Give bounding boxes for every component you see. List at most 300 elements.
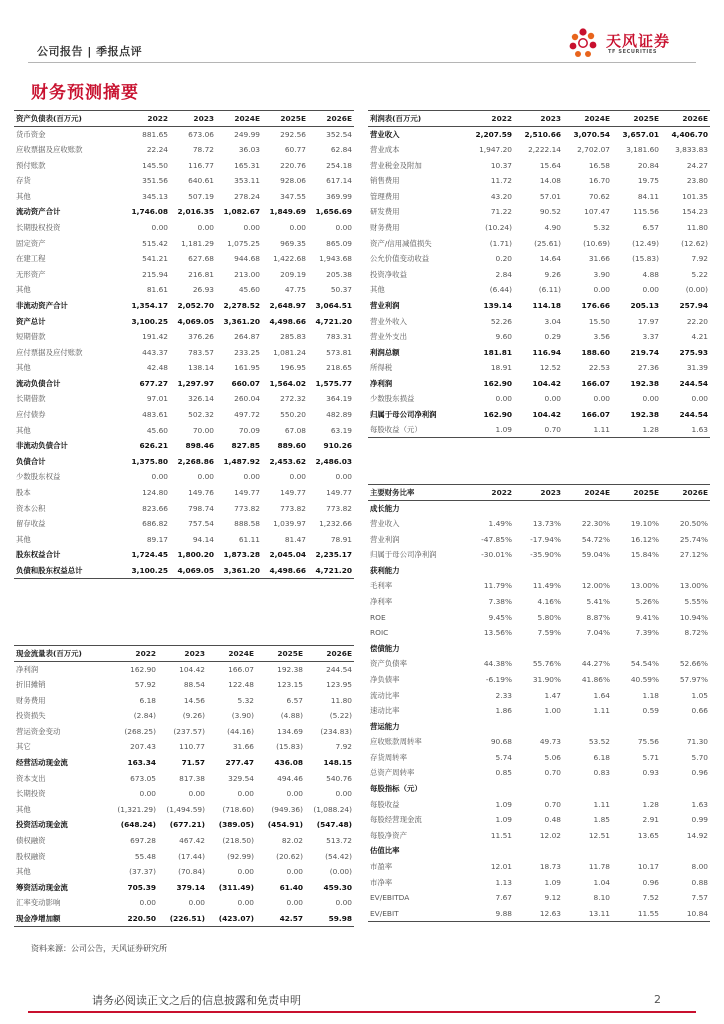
cell-value: (25.61) (534, 238, 561, 248)
cell-value: 0.70 (544, 799, 561, 809)
cell-value: 7.38% (488, 596, 512, 606)
row-label: 筹资活动现金流 (16, 882, 68, 892)
cell-value: 329.54 (228, 773, 254, 783)
cell-value: 57.01 (539, 191, 561, 201)
cell-value: 881.65 (142, 129, 168, 139)
cell-value: 116.77 (188, 160, 214, 170)
cell-value: 5.71 (642, 752, 659, 762)
table-header-row (14, 111, 354, 127)
table-row (14, 817, 354, 833)
table-row (14, 770, 354, 786)
cell-value: 82.02 (281, 835, 303, 845)
cell-value: 205.13 (630, 300, 659, 310)
cell-value: 12.01 (490, 862, 512, 872)
cell-value: (17.44) (178, 851, 205, 861)
cell-value: 7.92 (691, 254, 708, 264)
cell-value: 191.42 (142, 332, 168, 342)
cell-value: 1.63 (691, 799, 708, 809)
row-label: 投资损失 (16, 711, 46, 721)
cell-value: 1.09 (495, 799, 512, 809)
cell-value: 9.88 (465, 906, 514, 922)
year-header: 2023 (514, 111, 563, 127)
row-label: 其他 (370, 285, 385, 295)
table-row (14, 329, 354, 345)
year-header: 2025E (256, 646, 305, 662)
cell-value: 2.91 (642, 815, 659, 825)
cell-value: 0.00 (237, 867, 254, 877)
cell-value: 163.34 (127, 757, 156, 767)
cell-value: 192.38 (630, 378, 659, 388)
cell-value (563, 562, 612, 578)
cell-value: 215.94 (142, 269, 168, 279)
cell-value: 11.72 (490, 176, 512, 186)
row-label: 营业成本 (370, 144, 400, 154)
cell-value: 7.39% (635, 628, 659, 638)
cell-value: 626.21 (139, 441, 168, 451)
cell-value: 216.81 (188, 269, 214, 279)
cell-value: 1.13 (495, 877, 512, 887)
row-label: 归属于母公司净利润 (370, 410, 437, 420)
cell-value: (12.62) (681, 238, 708, 248)
year-header: 2026E (661, 111, 710, 127)
cell-value: 233.25 (234, 347, 260, 357)
table-row (368, 547, 710, 563)
cell-value: 379.14 (176, 882, 205, 892)
section-header-row (368, 640, 710, 656)
cell-value (661, 500, 710, 516)
cell-value: 123.95 (326, 679, 352, 689)
cell-value: 502.32 (188, 410, 214, 420)
cell-value: 773.82 (234, 503, 260, 513)
cell-value: 209.19 (280, 269, 306, 279)
cell-value: 278.24 (234, 191, 260, 201)
cell-value: 2,510.66 (524, 129, 561, 139)
cell-value: 540.76 (326, 773, 352, 783)
table-row (14, 500, 354, 516)
cell-value: 254.18 (326, 160, 352, 170)
cell-value: 1.18 (642, 690, 659, 700)
cell-value: 5.41% (586, 596, 610, 606)
cell-value: 783.31 (326, 332, 352, 342)
cell-value (661, 843, 710, 859)
cell-value: 369.99 (326, 191, 352, 201)
table-row (14, 454, 354, 470)
cell-value: 166.07 (228, 664, 254, 674)
cell-value: 1,232.66 (319, 519, 352, 529)
cell-value: 3,361.20 (223, 316, 260, 326)
year-header: 2026E (305, 646, 354, 662)
table-title: 现金流量表(百万元) (14, 646, 109, 662)
cell-value: (648.24) (120, 820, 156, 830)
table-row (368, 235, 710, 251)
row-label: 流动负债合计 (16, 378, 61, 388)
cell-value: 9.60 (495, 332, 512, 342)
cell-value: 5.32 (237, 695, 254, 705)
table-row (368, 687, 710, 703)
row-label: EV/EBITDA (370, 893, 410, 903)
row-label: 股东权益合计 (16, 550, 61, 560)
table-row (368, 734, 710, 750)
cell-value: 1,487.92 (223, 456, 260, 466)
cell-value: 673.05 (130, 773, 156, 783)
cell-value (514, 843, 563, 859)
cell-value: 2,222.14 (528, 144, 561, 154)
cell-value: 149.76 (188, 488, 214, 498)
cell-value: (311.49) (218, 882, 254, 892)
cell-value: 1,375.80 (131, 456, 168, 466)
cell-value: 865.09 (326, 238, 352, 248)
cell-value: 3,100.25 (131, 316, 168, 326)
cell-value: 101.35 (682, 191, 708, 201)
table-row (14, 313, 354, 329)
balance-sheet-table (14, 110, 354, 579)
cell-value: 162.90 (483, 378, 512, 388)
row-label: 汇率变动影响 (16, 898, 61, 908)
cell-value: 196.95 (280, 363, 306, 373)
row-label: 预付账款 (16, 160, 46, 170)
cell-value: 107.47 (584, 207, 610, 217)
cell-value: 1,082.67 (223, 207, 260, 217)
cell-value: 17.97 (637, 316, 659, 326)
row-label: 少数股东权益 (16, 472, 61, 482)
cell-value: 0.00 (139, 898, 156, 908)
table-row (14, 391, 354, 407)
table-row (14, 422, 354, 438)
cell-value: 11.55 (612, 906, 661, 922)
cell-value: 16.12% (630, 534, 659, 544)
row-label: 负债合计 (16, 456, 46, 466)
cell-value: 27.12% (679, 550, 708, 560)
row-label: 股权融资 (16, 851, 46, 861)
table-row (14, 692, 354, 708)
table-row (14, 204, 354, 220)
cell-value: 376.26 (188, 332, 214, 342)
cell-value: 14.08 (539, 176, 561, 186)
row-label: 每股收益 (370, 799, 400, 809)
row-label: 市盈率 (370, 862, 393, 872)
section-header-row (368, 562, 710, 578)
cell-value: 0.00 (286, 898, 303, 908)
cell-value: 7.04% (586, 628, 610, 638)
cell-value: 0.70 (544, 768, 561, 778)
cash-flow-table (14, 645, 354, 927)
table-row (14, 157, 354, 173)
cell-value: 3.56 (593, 332, 610, 342)
cell-value: (9.26) (182, 711, 205, 721)
cell-value: 41.86% (581, 674, 610, 684)
cell-value: 0.96 (691, 768, 708, 778)
cell-value: 44.38% (483, 659, 512, 669)
cell-value: 110.77 (179, 742, 205, 752)
cell-value: 2,045.04 (269, 550, 306, 560)
cell-value: 264.87 (234, 332, 260, 342)
table-row (368, 204, 710, 220)
cell-value: 0.00 (593, 394, 610, 404)
cell-value: 2,278.52 (223, 300, 260, 310)
cell-value: 660.07 (231, 378, 260, 388)
cell-value: 260.04 (234, 394, 260, 404)
cell-value: 59.04% (581, 550, 610, 560)
cell-value: 0.00 (593, 285, 610, 295)
cell-value (465, 562, 514, 578)
cell-value: 148.15 (323, 757, 352, 767)
table-row (368, 594, 710, 610)
row-label: 每股净资产 (370, 830, 407, 840)
year-header: 2023 (158, 646, 207, 662)
cell-value: 2,235.17 (315, 550, 352, 560)
cell-value: 6.57 (286, 695, 303, 705)
year-header: 2026E (661, 485, 710, 501)
cell-value: 1.11 (563, 422, 612, 438)
row-label: 非流动负债合计 (16, 441, 68, 451)
year-header: 2025E (612, 111, 661, 127)
cell-value: 1,354.17 (131, 300, 168, 310)
row-label: 其他 (16, 867, 31, 877)
year-header: 2022 (465, 111, 514, 127)
cell-value: (10.69) (583, 238, 610, 248)
cell-value: 2,016.35 (177, 207, 214, 217)
cell-value (514, 718, 563, 734)
cell-value: 0.99 (691, 815, 708, 825)
cell-value: 124.80 (142, 488, 168, 498)
cell-value: 138.14 (188, 363, 214, 373)
cell-value: 115.56 (633, 207, 659, 217)
cell-value: 798.74 (188, 503, 214, 513)
year-header: 2022 (465, 485, 514, 501)
row-label: ROIC (370, 628, 389, 638)
row-label: 获利能力 (370, 565, 400, 575)
table-row (14, 786, 354, 802)
row-label: 资产总计 (16, 316, 46, 326)
cell-value: 36.03 (238, 144, 260, 154)
cell-value (465, 500, 514, 516)
row-label: 存货周转率 (370, 752, 407, 762)
cell-value: 244.54 (326, 664, 352, 674)
row-label: 归属于母公司净利润 (370, 550, 437, 560)
section-header-row (368, 500, 710, 516)
table-row (368, 859, 710, 875)
cell-value: 550.20 (280, 410, 306, 420)
cell-value: 145.50 (142, 160, 168, 170)
cell-value: 2,486.03 (315, 456, 352, 466)
table-row (14, 469, 354, 485)
row-label: 营业利润 (370, 300, 400, 310)
cell-value: 78.91 (330, 534, 352, 544)
cell-value: 27.36 (637, 363, 659, 373)
cell-value: 13.11 (563, 906, 612, 922)
table-row (368, 376, 710, 392)
cell-value: 10.17 (637, 862, 659, 872)
cell-value: 705.39 (127, 882, 156, 892)
cell-value: 31.39 (686, 363, 708, 373)
cell-value (465, 640, 514, 656)
table-row (14, 485, 354, 501)
table-row (368, 625, 710, 641)
cell-value: 0.93 (642, 768, 659, 778)
cell-value: 6.18 (593, 752, 610, 762)
cell-value: 0.00 (286, 789, 303, 799)
cell-value: 14.64 (539, 254, 561, 264)
cell-value: 176.66 (581, 300, 610, 310)
cell-value: 910.26 (323, 441, 352, 451)
cell-value: 149.77 (280, 488, 306, 498)
cell-value (465, 718, 514, 734)
table-row (368, 516, 710, 532)
row-label: 其他 (16, 285, 31, 295)
cell-value: 18.73 (539, 862, 561, 872)
cell-value: 52.26 (490, 316, 512, 326)
financial-ratios-table (368, 484, 710, 922)
cell-value: 88.54 (183, 679, 205, 689)
cell-value: 3,100.25 (124, 563, 170, 579)
table-row (14, 126, 354, 142)
cell-value: 0.00 (188, 898, 205, 908)
table-row (14, 376, 354, 392)
cell-value: 45.60 (238, 285, 260, 295)
cell-value: 773.82 (280, 503, 306, 513)
table-row (368, 313, 710, 329)
cell-value: 220.76 (280, 160, 306, 170)
cell-value: 49.73 (539, 737, 561, 747)
row-label: 每股经营现金流 (370, 815, 422, 825)
cell-value: 14.56 (183, 695, 205, 705)
row-label: 股本 (16, 488, 31, 498)
table-row (368, 126, 710, 142)
cell-value: 14.92 (686, 830, 708, 840)
cell-value: 3,070.54 (573, 129, 610, 139)
cell-value: 1,564.02 (269, 378, 306, 388)
table-row (368, 142, 710, 158)
cell-value: 60.77 (284, 144, 306, 154)
cell-value (514, 500, 563, 516)
table-row (368, 656, 710, 672)
cell-value: 352.54 (326, 129, 352, 139)
cell-value: 1,081.24 (273, 347, 306, 357)
cell-value: 0.00 (237, 789, 254, 799)
row-label: 营业税金及附加 (370, 160, 422, 170)
cell-value: 8.00 (691, 862, 708, 872)
table-header-row (368, 111, 710, 127)
cell-value: 0.00 (289, 222, 306, 232)
cell-value: 507.19 (188, 191, 214, 201)
table-row (14, 173, 354, 189)
cell-value: 81.61 (146, 285, 168, 295)
cell-value: 898.46 (185, 441, 214, 451)
cell-value: 1.47 (544, 690, 561, 700)
cell-value: 1,039.97 (273, 519, 306, 529)
table-row (14, 677, 354, 693)
cell-value: 0.66 (691, 706, 708, 716)
cell-value: 5.74 (495, 752, 512, 762)
row-label: 投资活动现金流 (16, 820, 68, 830)
cell-value: 11.80 (686, 222, 708, 232)
cell-value (465, 843, 514, 859)
cell-value: 5.22 (691, 269, 708, 279)
cell-value: 326.14 (188, 394, 214, 404)
year-header: 2024E (207, 646, 256, 662)
cell-value: 10.94% (679, 612, 708, 622)
cell-value: 20.50% (679, 518, 708, 528)
table-row (368, 391, 710, 407)
cell-value: 31.66 (232, 742, 254, 752)
cell-value: 436.08 (274, 757, 303, 767)
cell-value: 47.75 (284, 285, 306, 295)
company-logo (566, 26, 696, 60)
cell-value: 104.42 (532, 378, 561, 388)
table-row (368, 874, 710, 890)
year-header: 2024E (563, 111, 612, 127)
cell-value: (237.57) (173, 726, 205, 736)
cell-value: 122.48 (228, 679, 254, 689)
row-label: 财务费用 (370, 222, 400, 232)
cell-value: 1.09 (465, 422, 514, 438)
disclaimer-text: 请务必阅读正文之后的信息披露和免责申明 (92, 994, 301, 1007)
cell-value: 94.14 (192, 534, 214, 544)
table-row (368, 360, 710, 376)
cell-value: 0.00 (139, 789, 156, 799)
row-label: 长期股权投资 (16, 222, 61, 232)
cell-value: 285.83 (280, 332, 306, 342)
cell-value (514, 781, 563, 797)
cell-value: 1.86 (495, 706, 512, 716)
cell-value: 165.31 (234, 160, 260, 170)
cell-value: 1.63 (661, 422, 710, 438)
cell-value: (37.37) (129, 867, 156, 877)
cell-value (465, 781, 514, 797)
table-header-row (368, 485, 710, 501)
cell-value: 81.47 (284, 534, 306, 544)
cell-value: 219.74 (630, 347, 659, 357)
cell-value: 347.55 (280, 191, 306, 201)
cell-value: 43.20 (490, 191, 512, 201)
cell-value: 515.42 (142, 238, 168, 248)
table-row (14, 547, 354, 563)
cell-value: 0.59 (642, 706, 659, 716)
row-label: 营运能力 (370, 721, 400, 731)
cell-value: 4,498.66 (269, 316, 306, 326)
cell-value: 4.88 (642, 269, 659, 279)
cell-value: 8.72% (684, 628, 708, 638)
cell-value (661, 640, 710, 656)
cell-value: 1.11 (593, 799, 610, 809)
cell-value: 1,746.08 (131, 207, 168, 217)
row-label: 公允价值变动收益 (370, 254, 430, 264)
table-row (14, 188, 354, 204)
table-row (14, 407, 354, 423)
cell-value: (5.22) (329, 711, 352, 721)
cell-value: (389.05) (218, 820, 254, 830)
cell-value: 22.24 (146, 144, 168, 154)
cell-value: 213.00 (234, 269, 260, 279)
cell-value: 71.30 (686, 737, 708, 747)
cell-value: 12.52 (539, 363, 561, 373)
row-label: 非流动资产合计 (16, 300, 68, 310)
table-row (368, 266, 710, 282)
cell-value: 573.81 (326, 347, 352, 357)
cell-value: 364.19 (326, 394, 352, 404)
cell-value: 1,849.69 (269, 207, 306, 217)
cell-value: 1,075.25 (227, 238, 260, 248)
cell-value (661, 562, 710, 578)
row-label: 长期投资 (16, 789, 46, 799)
cell-value: 686.82 (142, 519, 168, 529)
cell-value: 54.54% (630, 659, 659, 669)
cell-value: 15.84% (630, 550, 659, 560)
table-row (368, 188, 710, 204)
cell-value: 181.81 (483, 347, 512, 357)
table-row (368, 796, 710, 812)
table-title: 主要财务比率 (368, 485, 465, 501)
